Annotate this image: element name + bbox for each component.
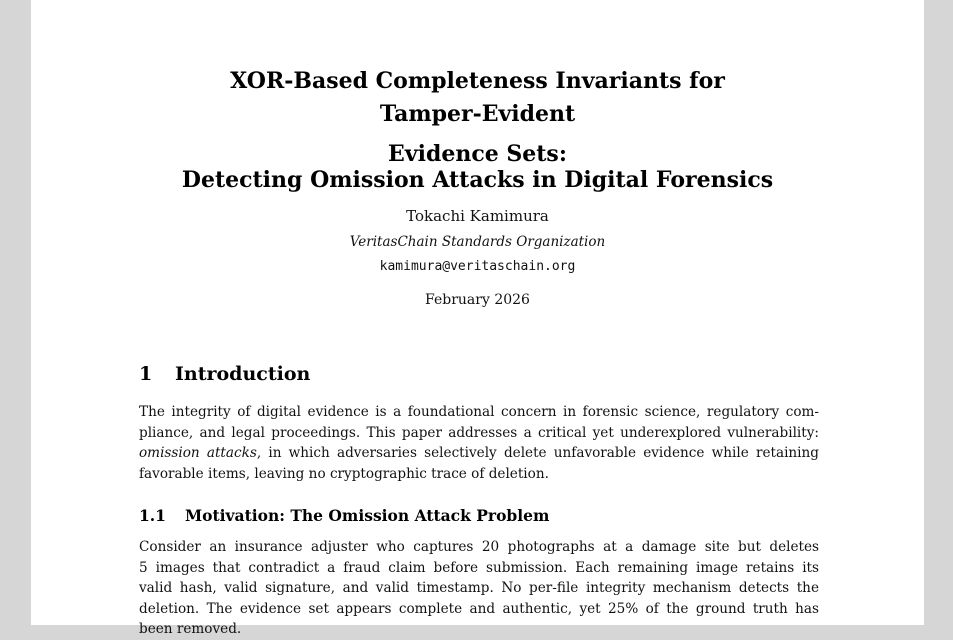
paper-title-line-3: Evidence Sets: [388, 141, 567, 167]
author-affiliation: VeritasChain Standards Organization [349, 234, 606, 250]
paragraph-line: pliance, and legal proceedings. This paper addresses a critical yet underexplored vulnerability: [139, 424, 819, 441]
paper-title-line-4: Detecting Omission Attacks in Digital Forensics [181, 167, 774, 193]
paragraph-line: deletion. The evidence set appears complete and authentic, yet 25% of the ground truth has [139, 600, 819, 617]
subsection-title: Motivation: The Omission Attack Problem [185, 506, 550, 525]
subsection-number: 1.1 [139, 506, 166, 525]
document-page [31, 0, 924, 638]
subsection-heading-motivation [139, 505, 819, 527]
author-name: Tokachi Kamimura [406, 207, 549, 225]
paragraph-line: been removed. [139, 621, 242, 638]
section-title: Introduction [175, 363, 311, 385]
introduction-paragraph [139, 402, 819, 484]
paragraph-line: valid hash, valid signature, and valid timestamp. No per-file integrity mechanism detects the [139, 580, 819, 597]
author-email: kamimura@veritaschain.org [379, 259, 576, 274]
section-number: 1 [139, 363, 153, 385]
paragraph-line: favorable items, leaving no cryptographic trace of deletion. [139, 465, 549, 482]
section-heading-introduction [139, 361, 819, 387]
paragraph-line: The integrity of digital evidence is a foundational concern in forensic science, regulatory com- [139, 404, 819, 420]
paragraph-line: Consider an insurance adjuster who captures 20 photographs at a damage site but deletes [139, 539, 819, 555]
paper-title-line-2: Tamper-Evident [379, 101, 576, 127]
motivation-paragraph [139, 537, 819, 640]
emphasis-text: omission attacks [139, 445, 257, 462]
paragraph-line-with-emphasis [139, 443, 819, 464]
paper-title-line-1: XOR-Based Completeness Invariants for [230, 68, 725, 94]
paper-date: February 2026 [425, 292, 530, 308]
paragraph-line-rest: , in which adversaries selectively delete unfavorable evidence while retaining [256, 445, 819, 462]
paragraph-line: 5 images that contradict a fraud claim before submission. Each remaining image retains its [139, 559, 819, 576]
